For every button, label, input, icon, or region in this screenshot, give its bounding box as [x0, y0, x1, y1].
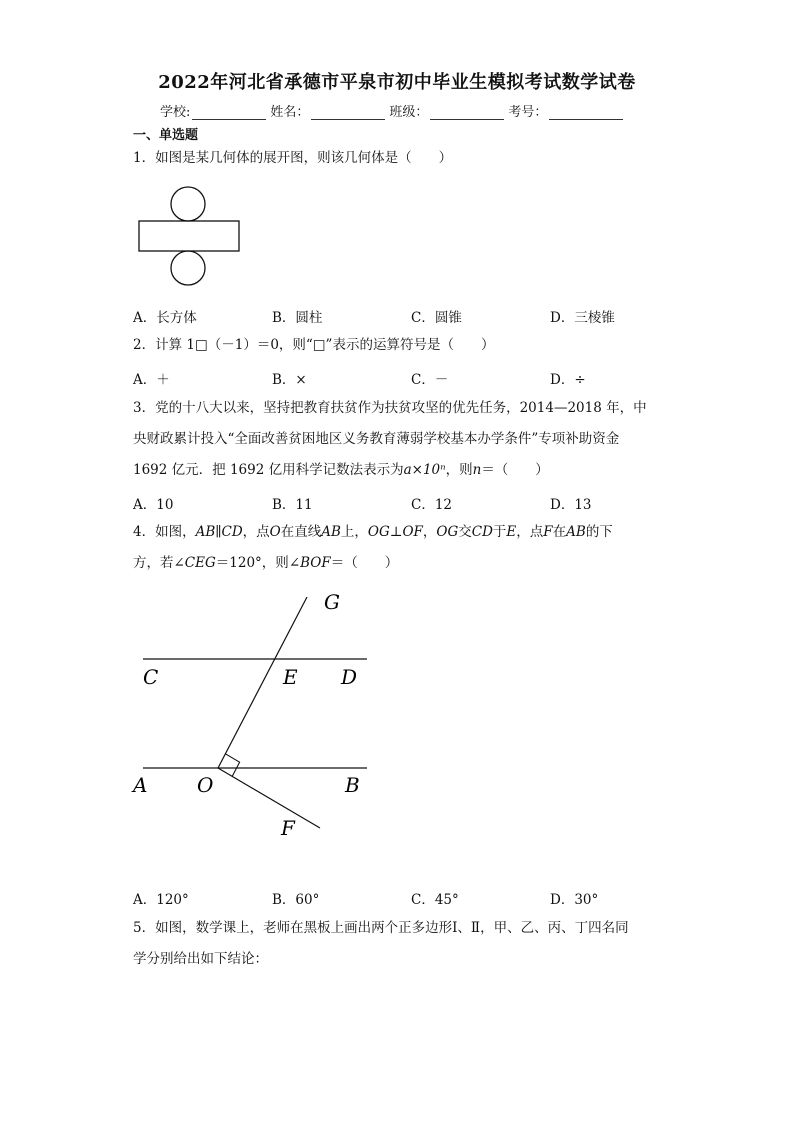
option-d[interactable]: D．30° — [550, 892, 599, 908]
q4-text: 4．如图， — [133, 524, 196, 540]
label-o: O — [197, 773, 214, 797]
question-4-line-2 — [133, 548, 398, 579]
geometry-figure — [125, 585, 395, 850]
student-info-line — [160, 101, 640, 120]
option-b[interactable]: B．11 — [272, 497, 313, 513]
q4-math: ∠CEG — [173, 555, 216, 571]
label-e: E — [283, 665, 298, 689]
option-a[interactable]: A．120° — [133, 892, 189, 908]
label-c: C — [143, 665, 159, 689]
option-d[interactable]: D．13 — [550, 497, 592, 513]
question-1-options — [133, 306, 693, 326]
name-blank[interactable] — [311, 105, 385, 120]
q4-math: CD — [471, 524, 493, 540]
net-figure — [130, 182, 250, 292]
q4-text: 交 — [458, 524, 472, 540]
option-b[interactable]: B．圆柱 — [272, 310, 323, 326]
q4-text: ，点 — [516, 524, 544, 540]
option-b[interactable]: B．× — [272, 372, 307, 388]
top-circle — [171, 187, 205, 221]
label-f: F — [281, 816, 295, 840]
option-d[interactable]: D．÷ — [550, 372, 586, 388]
option-c[interactable]: C．12 — [411, 497, 453, 513]
question-2-options — [133, 368, 693, 388]
question-3-line-2: 央财政累计投入“全面改善贫困地区义务教育薄弱学校基本办学条件”专项补助资金 — [133, 431, 620, 447]
question-5-line-1: 5．如图，数学课上，老师在黑板上画出两个正多边形Ⅰ、Ⅱ，甲、乙、丙、丁四名同 — [133, 920, 629, 936]
label-a: A — [133, 773, 148, 797]
label-g: G — [324, 590, 340, 614]
q4-text: ，点 — [242, 524, 270, 540]
q4-math: O — [269, 524, 281, 540]
q4-math: OG — [436, 524, 459, 540]
school-label: 学校: — [160, 105, 191, 120]
school-blank[interactable] — [192, 105, 266, 120]
exam-no-label: 考号： — [508, 105, 548, 120]
q3-variable-n: n — [472, 462, 482, 478]
q4-text: 在 — [552, 524, 567, 540]
class-field — [389, 101, 506, 120]
q4-math: OG⊥OF — [367, 524, 423, 540]
question-3-line-3 — [133, 455, 549, 486]
q3-math-expression: a×10ⁿ — [403, 462, 446, 478]
q4-text: ＝（ ） — [330, 555, 399, 571]
question-3-line-1: 3．党的十八大以来，坚持把教育扶贫作为扶贫攻坚的优先任务，2014—2018 年，中 — [133, 400, 647, 416]
name-field — [270, 101, 387, 120]
option-c[interactable]: C．45° — [411, 892, 459, 908]
question-4-line-1 — [133, 517, 613, 548]
question-3-options — [133, 493, 693, 513]
option-a[interactable]: A．＋ — [133, 372, 170, 388]
question-4-options — [133, 888, 693, 908]
q3-text-c: ＝（ ） — [481, 462, 549, 478]
question-2-text: 2．计算 1□（－1）＝0，则“□”表示的运算符号是（ ） — [133, 337, 495, 353]
name-label: 姓名： — [270, 105, 310, 120]
page-title: 2022年河北省承德市平泉市初中毕业生模拟考试数学试卷 — [158, 72, 636, 93]
section-heading: 一、单选题 — [133, 128, 199, 143]
exam-no-blank[interactable] — [549, 105, 623, 120]
q4-math: ∠BOF — [288, 555, 331, 571]
q4-text: 上， — [340, 524, 368, 540]
q3-text-a: 1692 亿元．把 1692 亿用科学记数法表示为 — [133, 462, 404, 478]
q4-text: 在直线 — [280, 524, 322, 540]
q4-math: E — [506, 524, 517, 540]
q4-text: ， — [422, 524, 437, 540]
option-a[interactable]: A．长方体 — [133, 310, 197, 326]
school-field — [160, 101, 268, 120]
q4-text: 的下 — [585, 524, 613, 540]
q4-text: 方，若 — [133, 555, 174, 571]
ray-of — [218, 768, 320, 828]
q4-text: ＝120°，则 — [215, 555, 289, 571]
q3-text-b: ，则 — [445, 462, 473, 478]
option-c[interactable]: C．圆锥 — [411, 310, 462, 326]
label-b: B — [345, 773, 360, 797]
option-b[interactable]: B．60° — [272, 892, 320, 908]
q4-text: 于 — [492, 524, 507, 540]
option-c[interactable]: C．－ — [411, 372, 449, 388]
question-5-line-2: 学分别给出如下结论： — [133, 951, 268, 967]
question-1-text: 1．如图是某几何体的展开图，则该几何体是（ ） — [133, 150, 453, 166]
option-a[interactable]: A．10 — [133, 497, 174, 513]
label-d: D — [341, 665, 358, 689]
bottom-circle — [171, 251, 205, 285]
class-blank[interactable] — [430, 105, 504, 120]
option-d[interactable]: D．三棱锥 — [550, 310, 615, 326]
q4-math: AB — [566, 524, 586, 540]
q4-math: F — [543, 524, 553, 540]
q4-math: AB∥CD — [195, 524, 243, 540]
class-label: 班级： — [389, 105, 429, 120]
exam-no-field — [508, 101, 625, 120]
rectangle — [139, 221, 239, 251]
q4-math: AB — [321, 524, 341, 540]
